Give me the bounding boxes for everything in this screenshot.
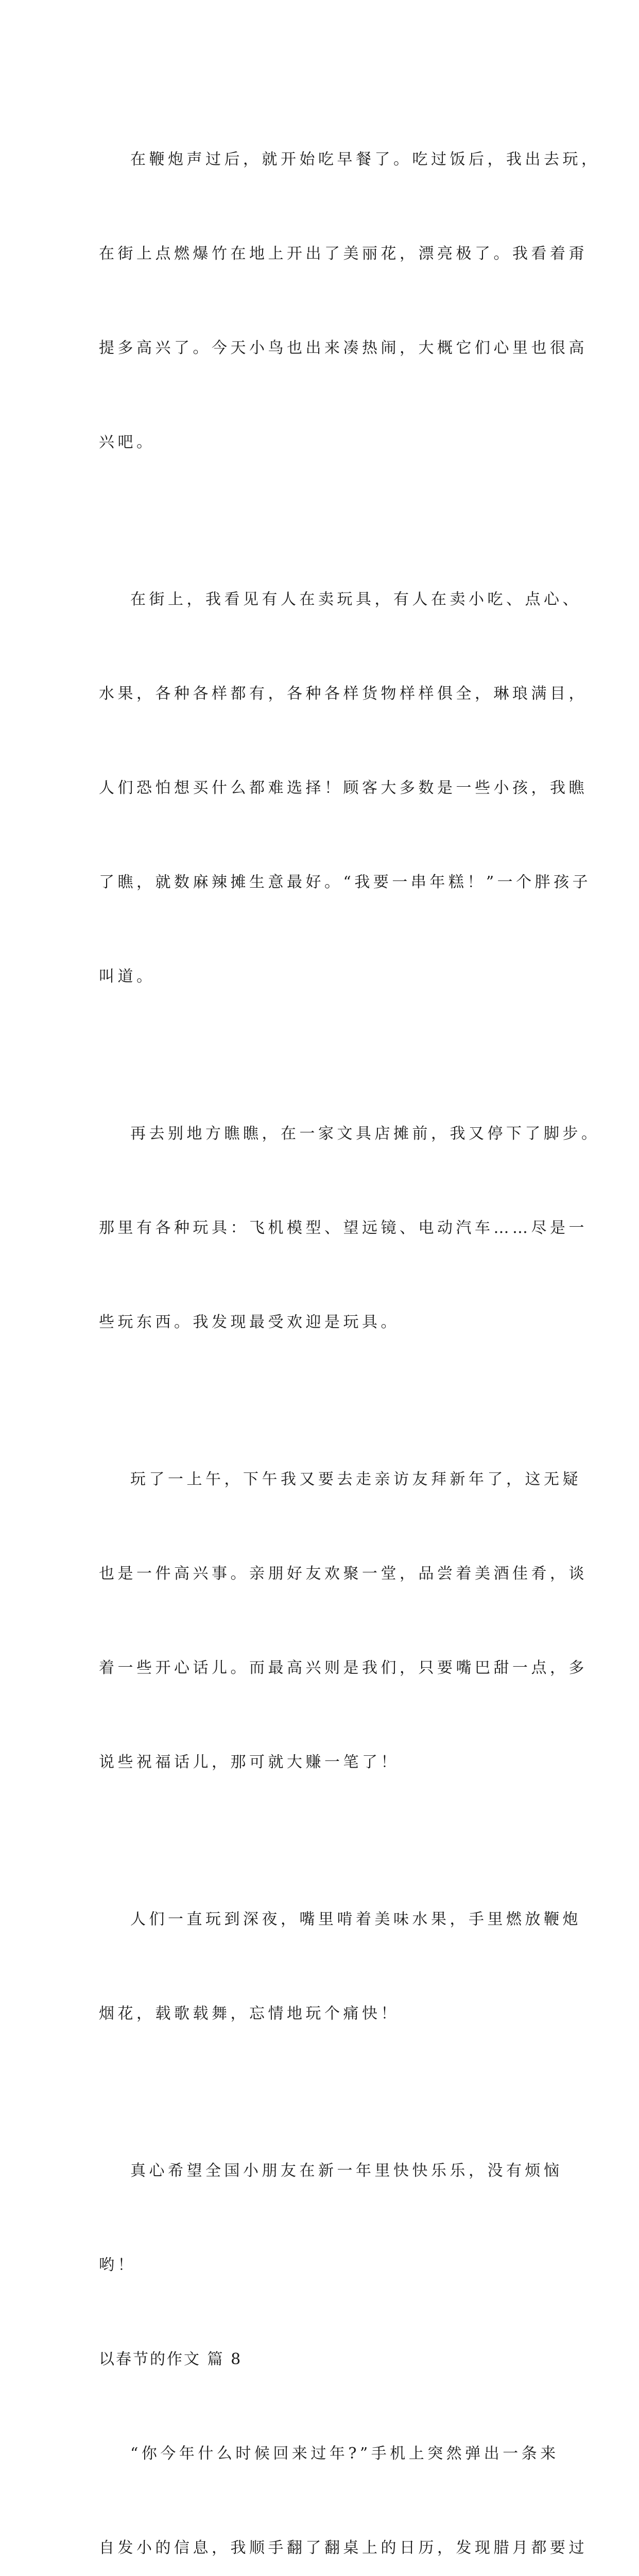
text-line: 那里有各种玩具：飞机模型、望远镜、电动汽车……尽是一 [99, 1219, 588, 1237]
text-line: 在街上点燃爆竹在地上开出了美丽花，漂亮极了。我看着甭 [99, 245, 588, 263]
text-line: 着一些开心话儿。而最高兴则是我们，只要嘴巴甜一点，多 [99, 1659, 588, 1677]
paragraph-3 [99, 1055, 600, 1401]
text-line: 也是一件高兴事。亲朋好友欢聚一堂，品尝着美酒佳肴，谈 [99, 1565, 588, 1583]
text-line: 了瞧，就数麻辣摊生意最好。“我要一串年糕！”一个胖孩子 [99, 873, 592, 891]
text-line: 提多高兴了。今天小鸟也出来凑热闹，大概它们心里也很高 [99, 339, 588, 357]
text-line: 在街上，我看见有人在卖玩具，有人在卖小吃、点心、 [130, 590, 581, 608]
paragraph-4 [99, 1401, 588, 1841]
text-line: 人们一直玩到深夜，嘴里啃着美味水果，手里燃放鞭炮 [130, 1910, 581, 1928]
text-line: 真心希望全国小朋友在新一年里快快乐乐，没有烦恼 [130, 2162, 563, 2180]
text-line: 些玩东西。我发现最受欢迎是玩具。 [99, 1313, 400, 1331]
text-line: 自发小的信息，我顺手翻了翻桌上的日历，发现腊月都要过 [99, 2539, 588, 2557]
text-line: 再去别地方瞧瞧，在一家文具店摊前，我又停下了脚步。 [130, 1125, 600, 1143]
text-line: 烟花，载歌载舞，忘情地玩个痛快！ [99, 2005, 400, 2023]
text-line: “你今年什么时候回来过年?”手机上突然弹出一条来 [130, 2445, 559, 2463]
paragraph-7 [99, 2375, 588, 2576]
paragraph-1 [99, 81, 600, 521]
text-line: 兴吧。 [99, 433, 156, 451]
text-line: 水果，各种各样都有，各种各样货物样样俱全，琳琅满目， [99, 685, 588, 703]
section-heading: 以春节的作文 篇 8 [99, 2350, 243, 2368]
paragraph-2 [99, 521, 592, 1055]
text-line: 说些祝福话儿，那可就大赚一笔了！ [99, 1753, 400, 1771]
text-line: 哟！ [99, 2256, 136, 2274]
text-line: 人们恐怕想买什么都难选择！顾客大多数是一些小孩，我瞧 [99, 779, 588, 797]
text-line: 在鞭炮声过后，就开始吃早餐了。吃过饭后，我出去玩， [130, 150, 600, 168]
paragraph-6 [99, 2092, 563, 2344]
text-line: 叫道。 [99, 968, 156, 986]
text-line: 玩了一上午，下午我又要去走亲访友拜新年了，这无疑 [130, 1470, 581, 1488]
document-body [99, 81, 600, 2576]
paragraph-5 [99, 1841, 581, 2092]
